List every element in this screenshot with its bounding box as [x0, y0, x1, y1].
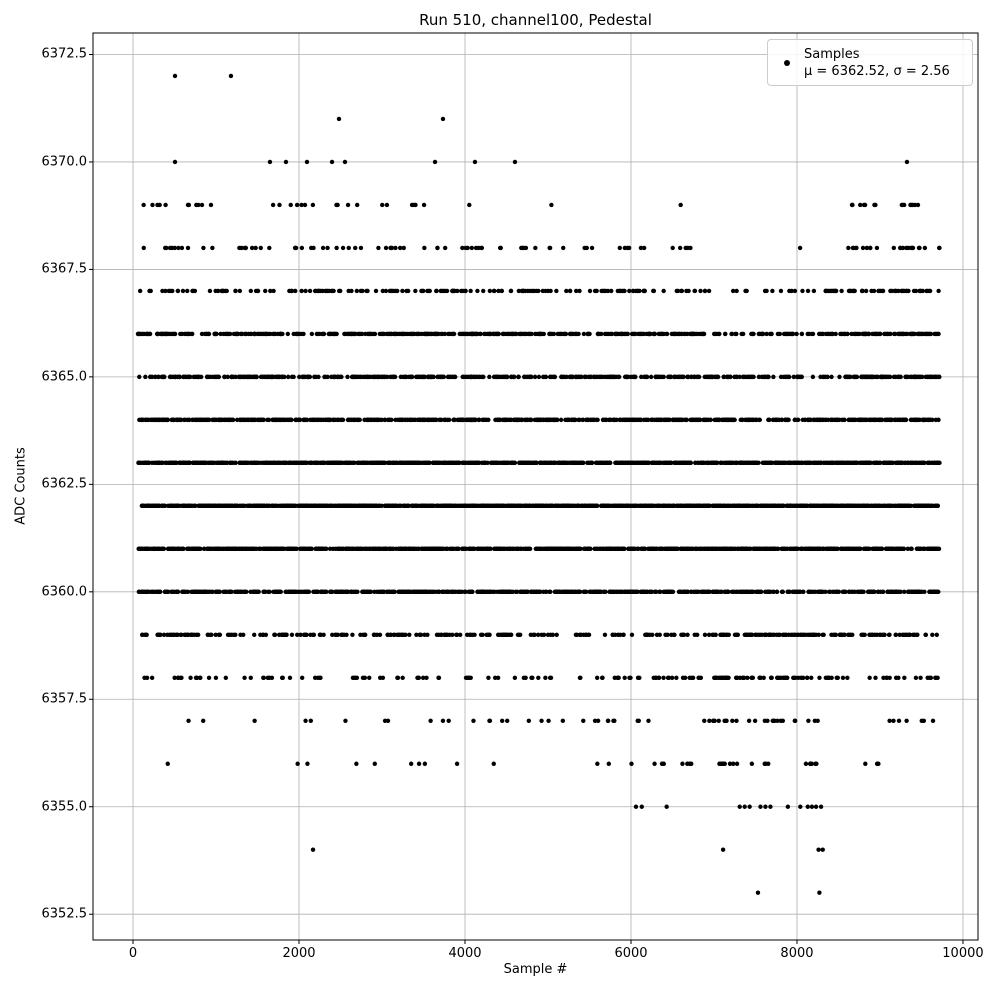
- y-tick-label: 6357.5: [41, 691, 87, 707]
- y-tick-label: 6362.5: [41, 476, 87, 492]
- x-tick-label: 6000: [614, 946, 648, 961]
- y-tick-label: 6355.0: [41, 799, 87, 815]
- x-tick-label: 8000: [780, 946, 814, 961]
- legend: [767, 39, 973, 86]
- y-tick-label: 6367.5: [41, 261, 87, 277]
- x-axis-label: Sample #: [503, 962, 568, 977]
- y-axis-label: ADC Counts: [13, 447, 29, 525]
- y-tick-label: 6352.5: [41, 906, 87, 922]
- y-tick-label: 6372.5: [41, 46, 87, 62]
- chart-title: Run 510, channel100, Pedestal: [419, 11, 652, 29]
- y-tick-label: 6370.0: [41, 154, 87, 170]
- legend-stats-label: μ = 6362.52, σ = 2.56: [804, 63, 950, 79]
- y-tick-label: 6360.0: [41, 584, 87, 600]
- legend-series-label: Samples: [804, 46, 860, 62]
- x-tick-label: 10000: [942, 946, 984, 961]
- x-tick-label: 2000: [282, 946, 316, 961]
- y-tick-label: 6365.0: [41, 369, 87, 385]
- legend-marker-dot: [784, 60, 790, 66]
- x-tick-label: 4000: [448, 946, 482, 961]
- x-tick-label: 0: [128, 946, 138, 961]
- legend-text: [804, 46, 950, 80]
